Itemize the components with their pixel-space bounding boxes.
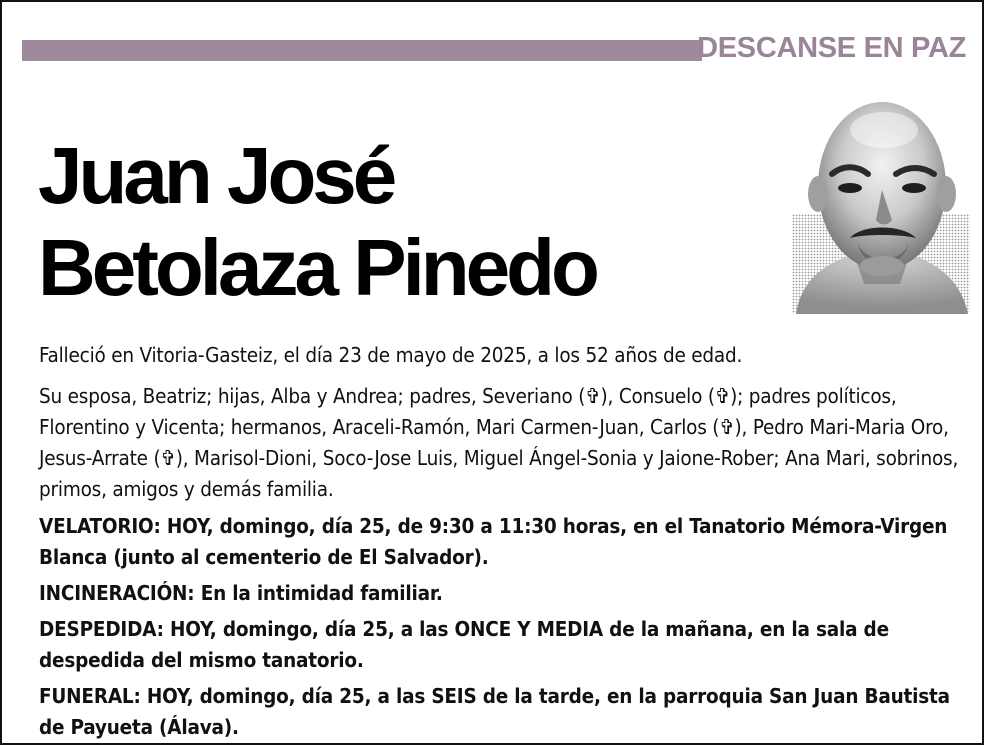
obituary-body bbox=[39, 340, 959, 745]
header-title: DESCANSE EN PAZ bbox=[697, 32, 966, 64]
funeral-section: FUNERAL: HOY, domingo, día 25, a las SEIS de la tarde, en la parroquia San Juan Bautista de Payueta (Álava). bbox=[39, 684, 950, 739]
header-bar bbox=[22, 40, 702, 61]
family-list: Su esposa, Beatriz; hijas, Alba y Andrea; padres, Severiano (✞), Consuelo (✞); padres políticos, Florentino y Vicenta; hermanos, Araceli-Ramón, Mari Carmen-Juan, Carlos (✞), Pedro Mari-Maria Oro, Jesus-Arrate (✞), Marisol-Dioni, Soco-Jose Luis, Miguel Ángel-Sonia y Jaione-Rober; Ana Mari, sobrinos, primos, amigos y demás familia. bbox=[39, 384, 959, 501]
velatorio-section: VELATORIO: HOY, domingo, día 25, de 9:30 a 11:30 horas, en el Tanatorio Mémora-Virgen Blanca (junto al cementerio de El Salvador). bbox=[39, 514, 948, 569]
deceased-name bbox=[38, 130, 596, 314]
name-first: Juan José bbox=[38, 131, 394, 220]
portrait-photo bbox=[792, 94, 970, 314]
incineracion-section: INCINERACIÓN: En la intimidad familiar. bbox=[39, 581, 443, 605]
name-last: Betolaza Pinedo bbox=[38, 223, 596, 312]
despedida-section: DESPEDIDA: HOY, domingo, día 25, a las ONCE Y MEDIA de la mañana, en la sala de despedida del mismo tanatorio. bbox=[39, 617, 889, 672]
death-notice: Falleció en Vitoria-Gasteiz, el día 23 de mayo de 2025, a los 52 años de edad. bbox=[39, 343, 743, 367]
